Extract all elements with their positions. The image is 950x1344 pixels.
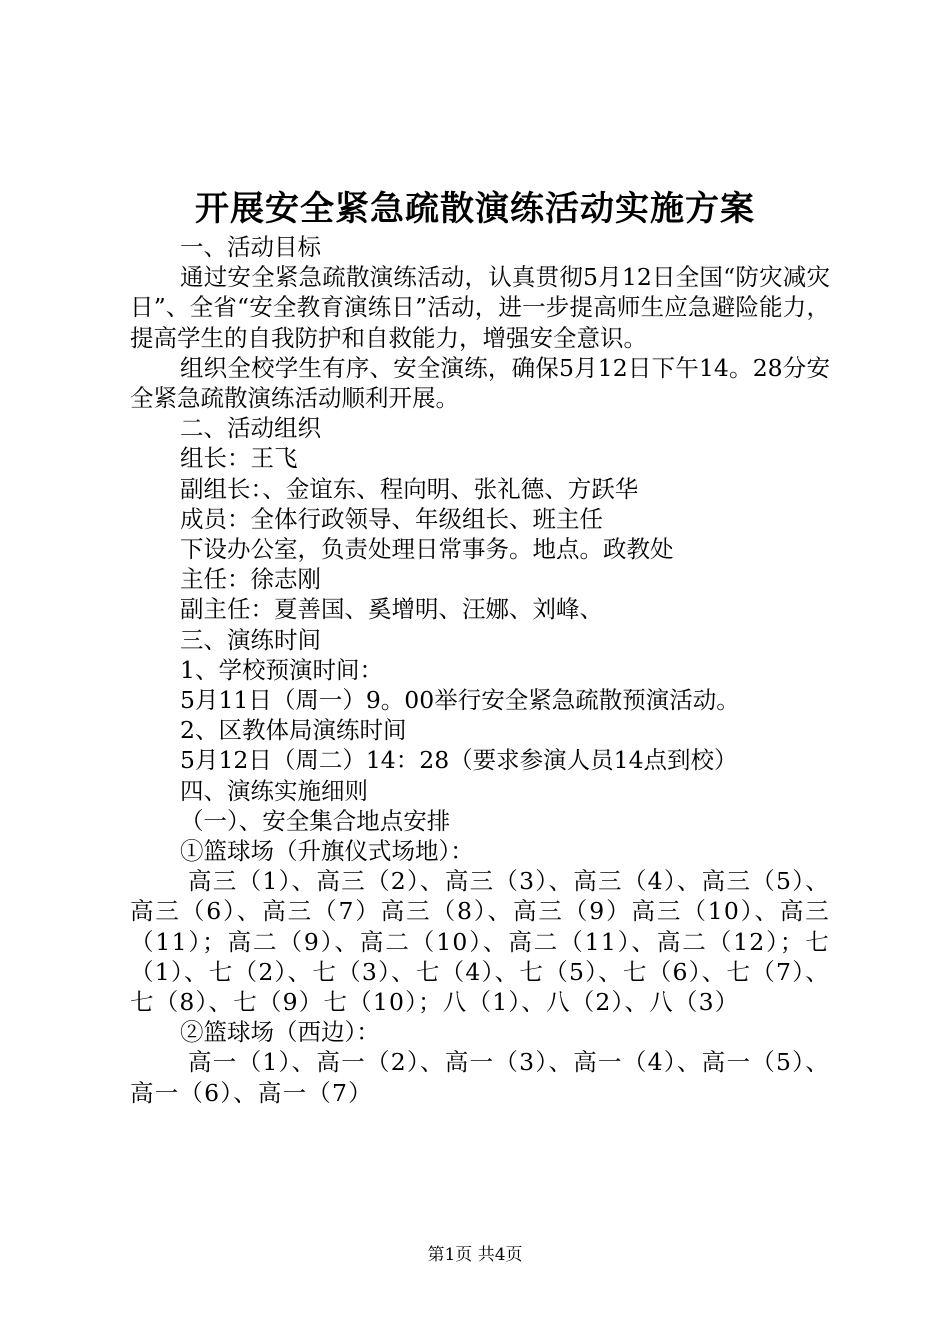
subsection-assembly-points: （一）、安全集合地点安排 bbox=[180, 806, 451, 835]
org-leader: 组长：王飞 bbox=[180, 444, 298, 473]
assembly-point-2-classes: 高一（1）、高一（2）、高一（3）、高一（4）、高一（5）、高一（6）、高一（7） bbox=[130, 1048, 830, 1107]
section-heading-goal: 一、活动目标 bbox=[180, 233, 321, 261]
time-rehearsal-heading: 1、学校预演时间： bbox=[180, 655, 383, 684]
assembly-point-2-heading: ②篮球场（西边）： bbox=[180, 1018, 380, 1047]
org-director: 主任：徐志刚 bbox=[180, 565, 321, 594]
org-deputy-directors: 副主任：夏善国、奚增明、汪娜、刘峰、 bbox=[180, 595, 603, 624]
time-drill-detail: 5月12日（周二）14：28（要求参演人员14点到校） bbox=[180, 746, 738, 775]
time-rehearsal-detail: 5月11日（周一）9。00举行安全紧急疏散预演活动。 bbox=[180, 686, 740, 715]
section-heading-organization: 二、活动组织 bbox=[180, 414, 321, 443]
assembly-point-1-heading: ①篮球场（升旗仪式场地）： bbox=[180, 837, 474, 866]
time-drill-heading: 2、区教体局演练时间 bbox=[180, 716, 407, 745]
paragraph-goal-schedule: 组织全校学生有序、安全演练，确保5月12日下午14。28分安全紧急疏散演练活动顺利开展。 bbox=[130, 353, 830, 413]
org-members: 成员：全体行政领导、年级组长、班主任 bbox=[180, 504, 603, 533]
assembly-point-1-classes: 高三（1）、高三（2）、高三（3）、高三（4）、高三（5）、高三（6）、高三（7）高三（8）、高三（9）高三（10）、高三（11）；高二（9）、高二（10）、高二（11）、高二（12）；七（1）、七（2）、七（3）、七（4）、七（5）、七（6）、七（7）、七（8）、七（9）七（10）；八（1）、八（2）、八（3） bbox=[130, 867, 830, 1017]
document-title: 开展安全紧急疏散演练活动实施方案 bbox=[195, 189, 755, 229]
page-indicator: 第1页 共4页 bbox=[427, 1245, 523, 1265]
org-deputy-leaders: 副组长：、金谊东、程向明、张礼德、方跃华 bbox=[180, 474, 639, 503]
document-body bbox=[130, 232, 830, 1108]
section-heading-details: 四、演练实施细则 bbox=[180, 776, 368, 805]
org-office: 下设办公室，负责处理日常事务。地点。政教处 bbox=[180, 535, 674, 564]
section-heading-time: 三、演练时间 bbox=[180, 625, 321, 654]
paragraph-goal-description: 通过安全紧急疏散演练活动，认真贯彻5月12日全国“防灾减灾日”、全省“安全教育演练日”活动，进一步提高师生应急避险能力，提高学生的自我防护和自救能力，增强安全意识。 bbox=[130, 263, 830, 352]
